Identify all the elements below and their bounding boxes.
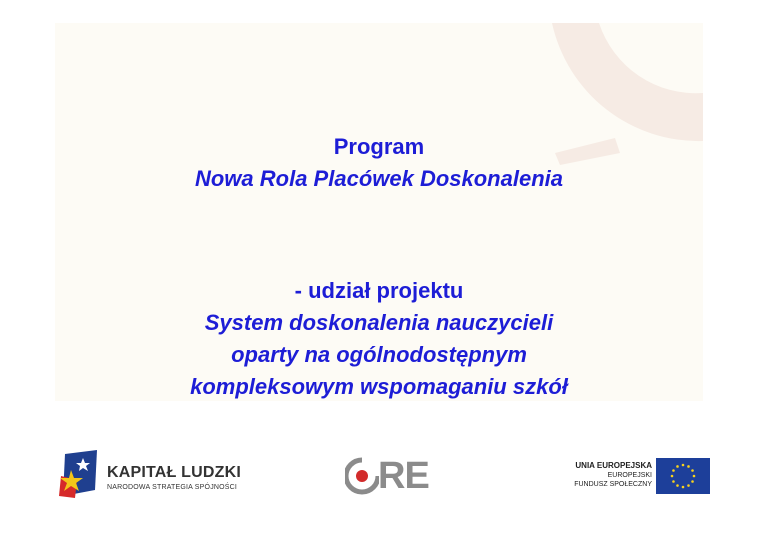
kapital-ludzki-logo <box>57 450 257 500</box>
kapital-ludzki-subtitle: NARODOWA STRATEGIA SPÓJNOŚCI <box>107 484 238 491</box>
eu-fund-line-2: FUNDUSZ SPOŁECZNY <box>574 481 652 488</box>
program-title-block <box>55 131 703 195</box>
eu-star <box>687 465 690 468</box>
program-name: Nowa Rola Placówek Doskonalenia <box>194 166 563 191</box>
ore-circle-icon <box>345 454 379 498</box>
logo-footer <box>0 440 768 510</box>
eu-star <box>693 475 696 478</box>
eu-logo <box>560 458 710 496</box>
eu-star <box>687 484 690 487</box>
eu-star <box>672 469 675 472</box>
eu-star <box>676 484 679 487</box>
slide <box>55 23 703 401</box>
project-name-line-1: System doskonalenia nauczycieli <box>204 310 554 335</box>
eu-star <box>691 469 694 472</box>
eu-flag-icon <box>656 458 710 494</box>
ore-text: RE <box>378 455 429 497</box>
eu-star <box>676 465 679 468</box>
project-intro: - udział projektu <box>294 278 464 303</box>
eu-fund-line-1: EUROPEJSKI <box>607 472 652 479</box>
kapital-ludzki-title: KAPITAŁ LUDZKI <box>107 464 242 481</box>
eu-title: UNIA EUROPEJSKA <box>575 461 652 470</box>
eu-text-block <box>574 460 652 489</box>
kapital-ludzki-flag-icon <box>57 450 103 500</box>
project-name-line-3: kompleksowym wspomaganiu szkół <box>190 374 568 399</box>
eu-star <box>682 486 685 489</box>
eu-star <box>682 464 685 467</box>
project-title-block <box>55 275 703 401</box>
eu-star <box>691 480 694 483</box>
program-label: Program <box>333 134 425 159</box>
eu-star <box>671 475 674 478</box>
eu-star <box>672 480 675 483</box>
ore-logo <box>345 454 445 498</box>
project-name-line-2: oparty na ogólnodostępnym <box>231 342 527 367</box>
